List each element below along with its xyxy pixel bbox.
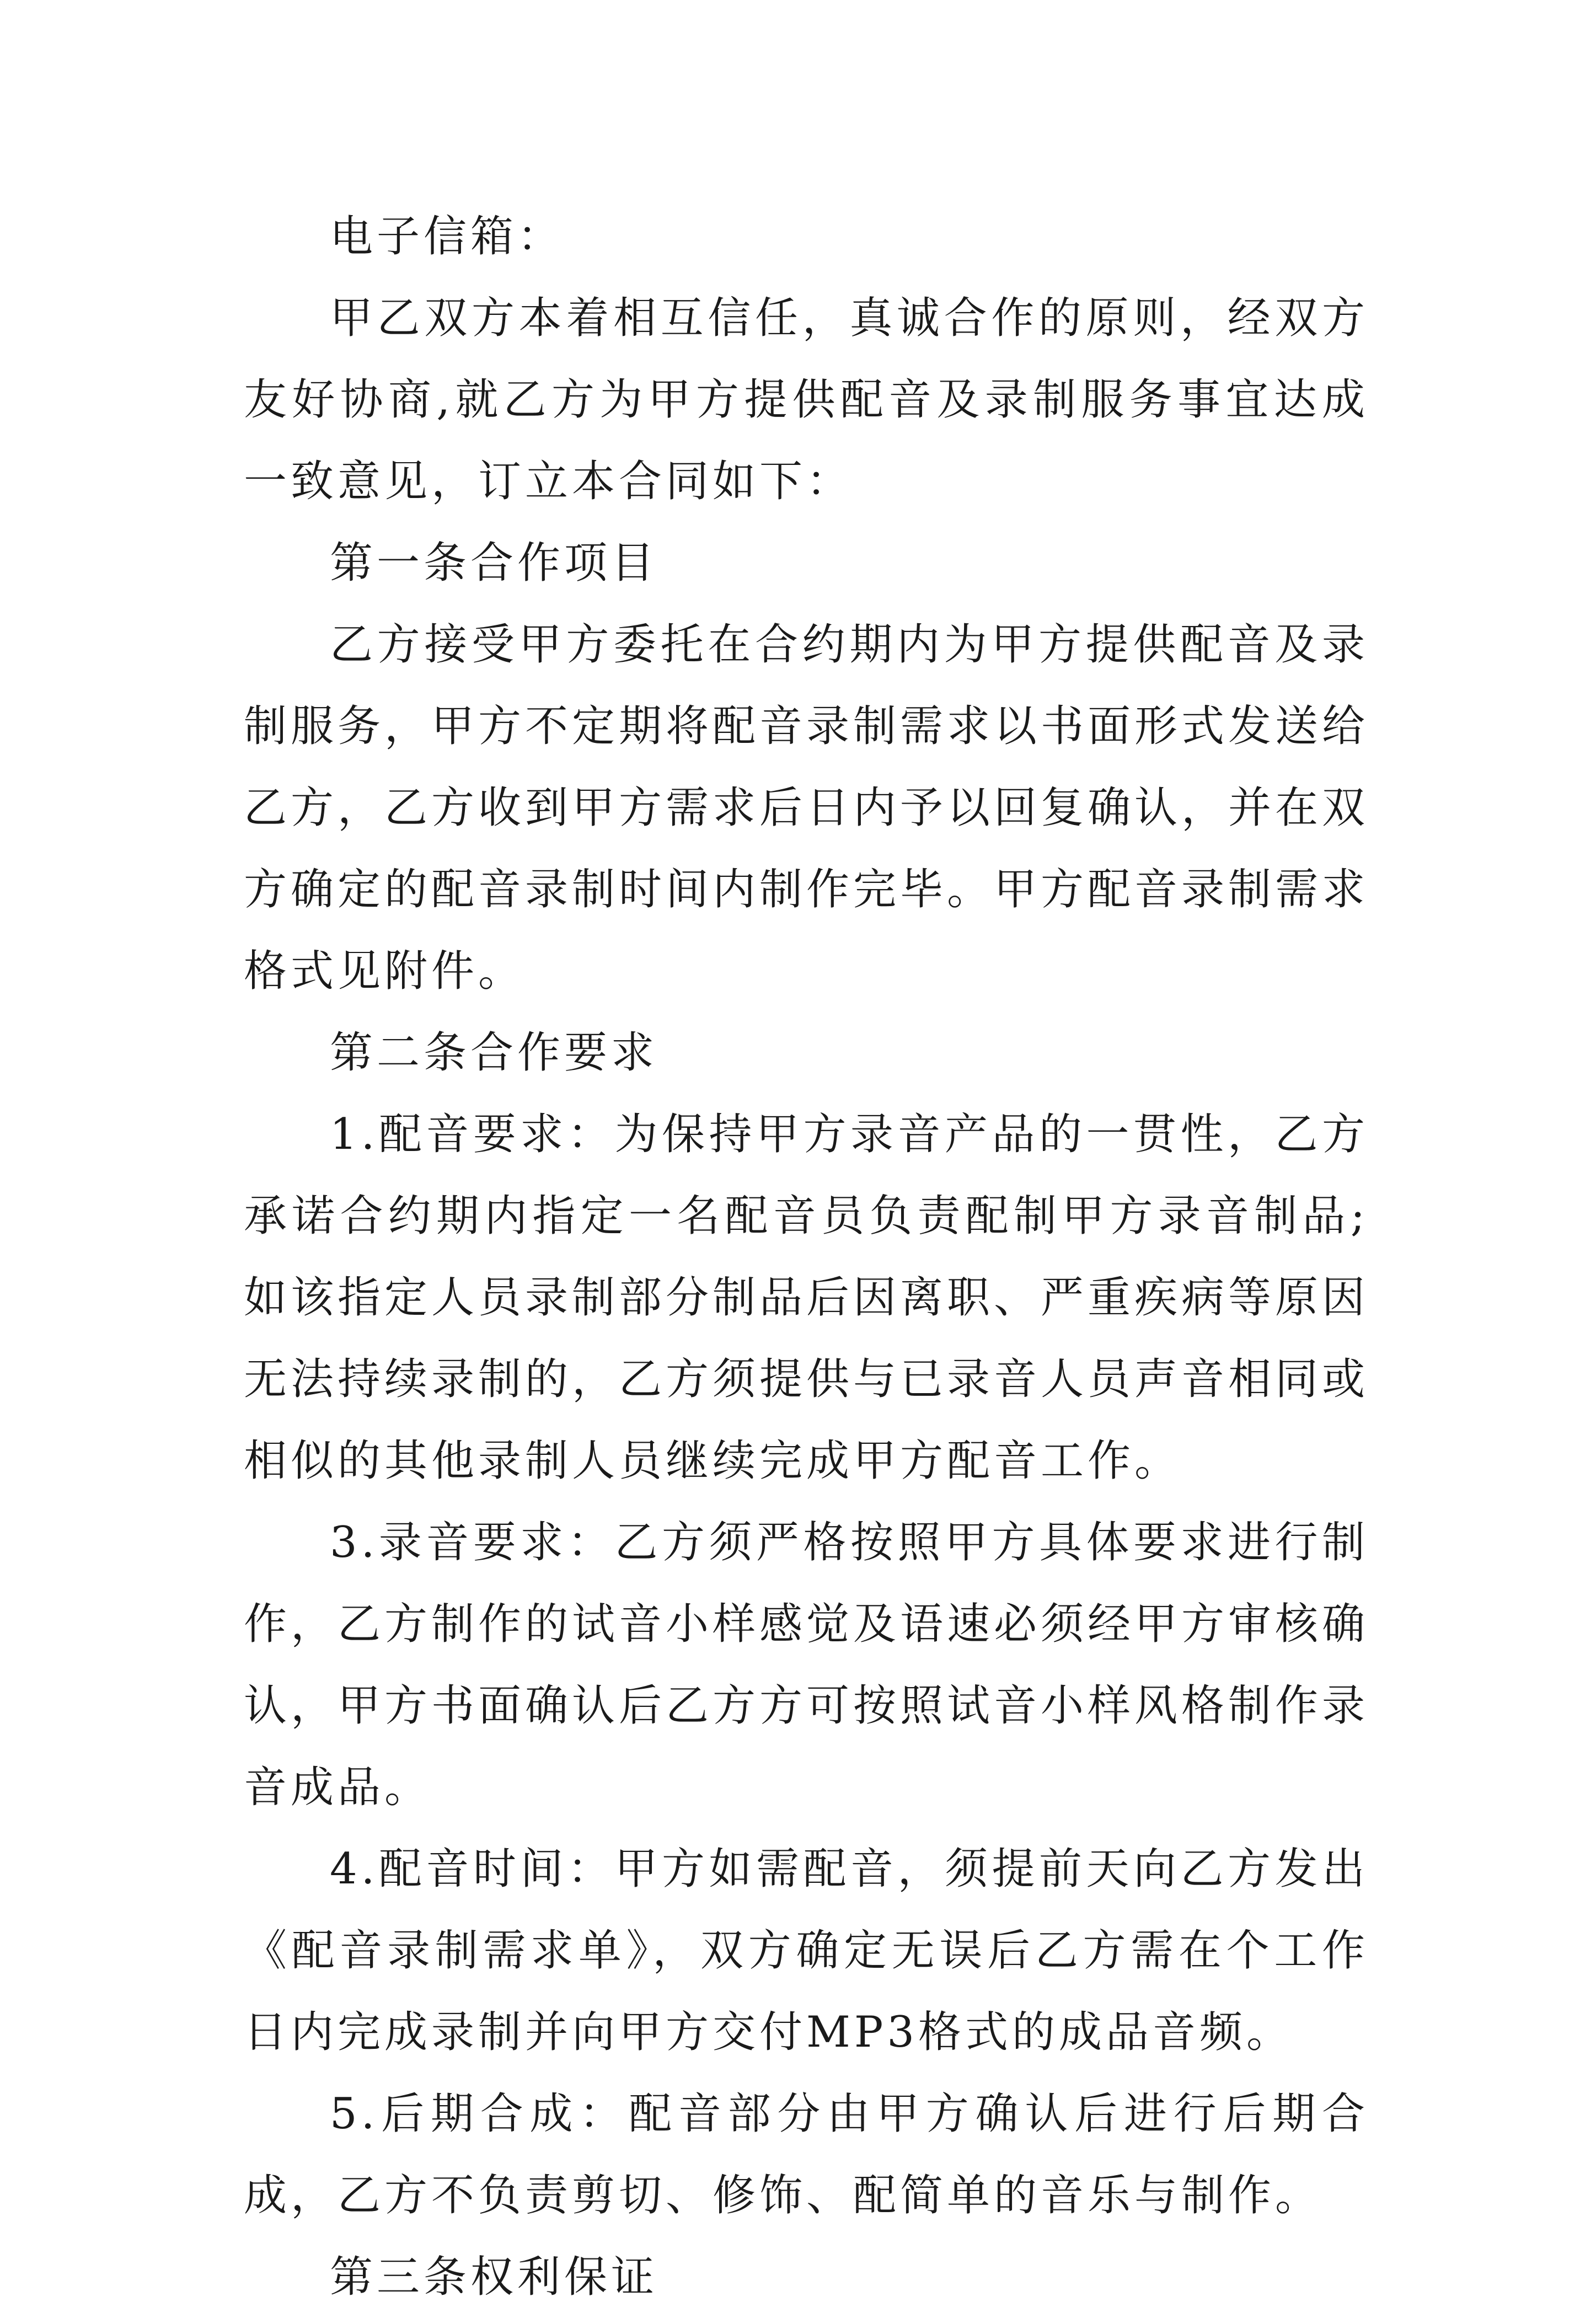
document-body — [244, 196, 1369, 2318]
dubbing-time-paragraph: 4.配音时间：甲方如需配音，须提前天向乙方发出《配音录制需求单》，双方确定无误后乙方需在个工作日内完成录制并向甲方交付MP3格式的成品音频。 — [244, 1844, 1369, 2057]
recording-requirement-paragraph: 3.录音要求：乙方须严格按照甲方具体要求进行制作，乙方制作的试音小样感觉及语速必须经甲方审核确认，甲方书面确认后乙方方可按照试音小样风格制作录音成品。 — [244, 1518, 1369, 1812]
article-1-heading: 第一条合作项目 — [330, 538, 658, 588]
article-3-heading: 第三条权利保证 — [330, 2252, 658, 2302]
article-1-paragraph: 乙方接受甲方委托在合约期内为甲方提供配音及录制服务，甲方不定期将配音录制需求以书面形式发送给乙方，乙方收到甲方需求后日内予以回复确认，并在双方确定的配音录制时间内制作完毕。甲方配音录制需求格式见附件。 — [244, 620, 1369, 996]
dubbing-requirement-paragraph: 1.配音要求：为保持甲方录音产品的一贯性，乙方承诺合约期内指定一名配音员负责配制甲方录音制品;如该指定人员录制部分制品后因离职、严重疾病等原因无法持续录制的，乙方须提供与已录音人员声音相同或相似的其他录制人员继续完成甲方配音工作。 — [244, 1110, 1369, 1486]
email-label: 电子信箱： — [330, 212, 565, 261]
post-production-paragraph: 5.后期合成：配音部分由甲方确认后进行后期合成，乙方不负责剪切、修饰、配简单的音乐与制作。 — [244, 2089, 1369, 2220]
article-2-heading: 第二条合作要求 — [330, 1028, 658, 1078]
preamble-paragraph: 甲乙双方本着相互信任，真诚合作的原则，经双方友好协商,就乙方为甲方提供配音及录制服务事宜达成一致意见，订立本合同如下： — [244, 293, 1369, 506]
